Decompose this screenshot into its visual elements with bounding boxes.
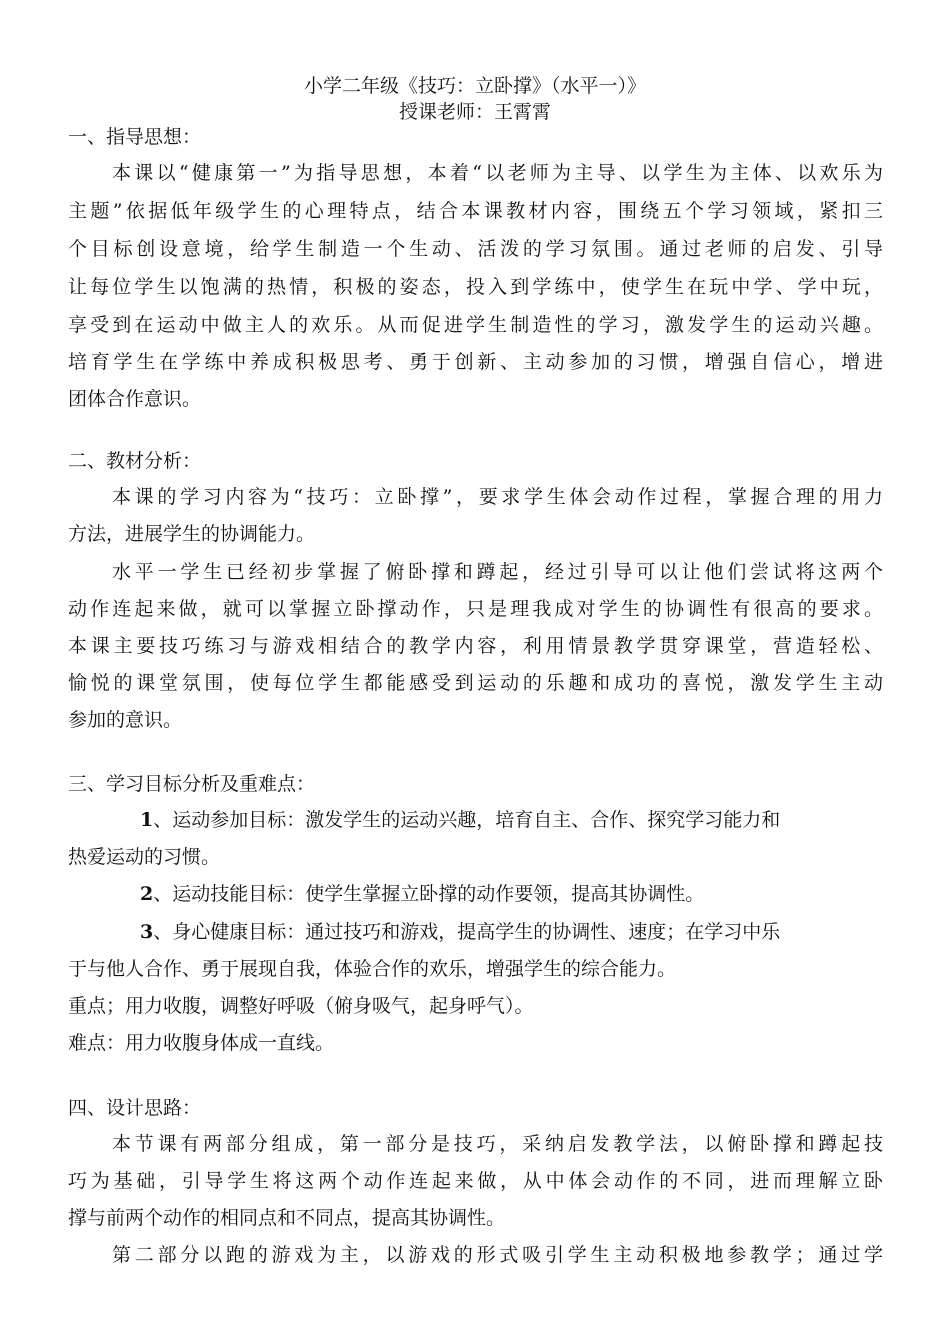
paragraph-line: 参加的意识。	[68, 709, 183, 731]
objective-1	[140, 808, 780, 832]
paragraph-line: 本课主要技巧练习与游戏相结合的教学内容，利用情景教学贯穿课堂，营造轻松、	[68, 635, 883, 657]
paragraph-line: 动作连起来做，就可以掌握立卧撑动作，只是理我成对学生的协调性有很高的要求。	[68, 598, 883, 620]
objective-text: 、运动参加目标：激发学生的运动兴趣，培育自主、合作、探究学习能力和	[153, 809, 781, 831]
paragraph-line: 愉悦的课堂氛围，使每位学生都能感受到运动的乐趣和成功的喜悦，激发学生主动	[68, 672, 883, 694]
objective-number: 3	[140, 921, 154, 943]
paragraph-line: 享受到在运动中做主人的欢乐。从而促进学生制造性的学习，激发学生的运动兴趣。	[68, 314, 883, 336]
paragraph-line: 方法，进展学生的协调能力。	[68, 523, 316, 545]
objective-2	[140, 882, 704, 906]
paragraph-line: 让每位学生以饱满的热情，积极的姿态，投入到学练中，使学生在玩中学、学中玩，	[68, 276, 883, 298]
objective-text: 、身心健康目标：通过技巧和游戏，提高学生的协调性、速度；在学习中乐	[153, 921, 781, 943]
paragraph-line: 个目标创设意境，给学生制造一个生动、活泼的学习氛围。通过老师的启发、引导	[68, 238, 883, 260]
paragraph-line: 本节课有两部分组成，第一部分是技巧，采纳启发教学法，以俯卧撑和蹲起技	[112, 1133, 883, 1155]
objective-number: 2	[140, 883, 154, 905]
paragraph-line: 撑与前两个动作的相同点和不同点，提高其协调性。	[68, 1207, 506, 1229]
teacher-name: 授课老师：王霄霄	[398, 101, 551, 123]
objective-number: 1	[140, 809, 154, 831]
key-point: 重点；用力收腹，调整好呼吸（俯身吸气，起身呼气）。	[68, 995, 534, 1017]
objective-continuation: 热爱运动的习惯。	[68, 846, 221, 868]
section-heading-guiding-ideology: 一、指导思想：	[68, 126, 202, 148]
section-heading-learning-objectives: 三、学习目标分析及重难点：	[68, 773, 316, 795]
paragraph-line: 水平一学生已经初步掌握了俯卧撑和蹲起，经过引导可以让他们尝试将这两个	[112, 561, 883, 583]
section-heading-design-ideas: 四、设计思路：	[68, 1097, 202, 1119]
objective-text: 、运动技能目标：使学生掌握立卧撑的动作要领，提高其协调性。	[153, 883, 705, 905]
paragraph-line: 巧为基础，引导学生将这两个动作连起来做，从中体会动作的不同，进而理解立卧	[68, 1170, 883, 1192]
paragraph-line: 主题”依据低年级学生的心理特点，结合本课教材内容，围绕五个学习领域，紧扣三	[68, 200, 883, 222]
paragraph-line: 本课以“健康第一”为指导思想，本着“以老师为主导、以学生为主体、以欢乐为	[112, 162, 883, 184]
paragraph-line: 培育学生在学练中养成积极思考、勇于创新、主动参加的习惯，增强自信心，增进	[68, 351, 883, 373]
paragraph-line: 团体合作意识。	[68, 388, 202, 410]
section-heading-material-analysis: 二、教材分析：	[68, 450, 202, 472]
objective-continuation: 于与他人合作、勇于展现自我，体验合作的欢乐，增强学生的综合能力。	[68, 958, 677, 980]
paragraph-line: 本课的学习内容为“技巧：立卧撑”，要求学生体会动作过程，掌握合理的用力	[112, 486, 883, 508]
document-title: 小学二年级《技巧：立卧撑》（水平一）》	[303, 75, 646, 97]
difficult-point: 难点：用力收腹身体成一直线。	[68, 1032, 335, 1054]
objective-3	[140, 920, 780, 944]
paragraph-line: 第二部分以跑的游戏为主，以游戏的形式吸引学生主动积极地参教学；通过学	[112, 1244, 883, 1266]
